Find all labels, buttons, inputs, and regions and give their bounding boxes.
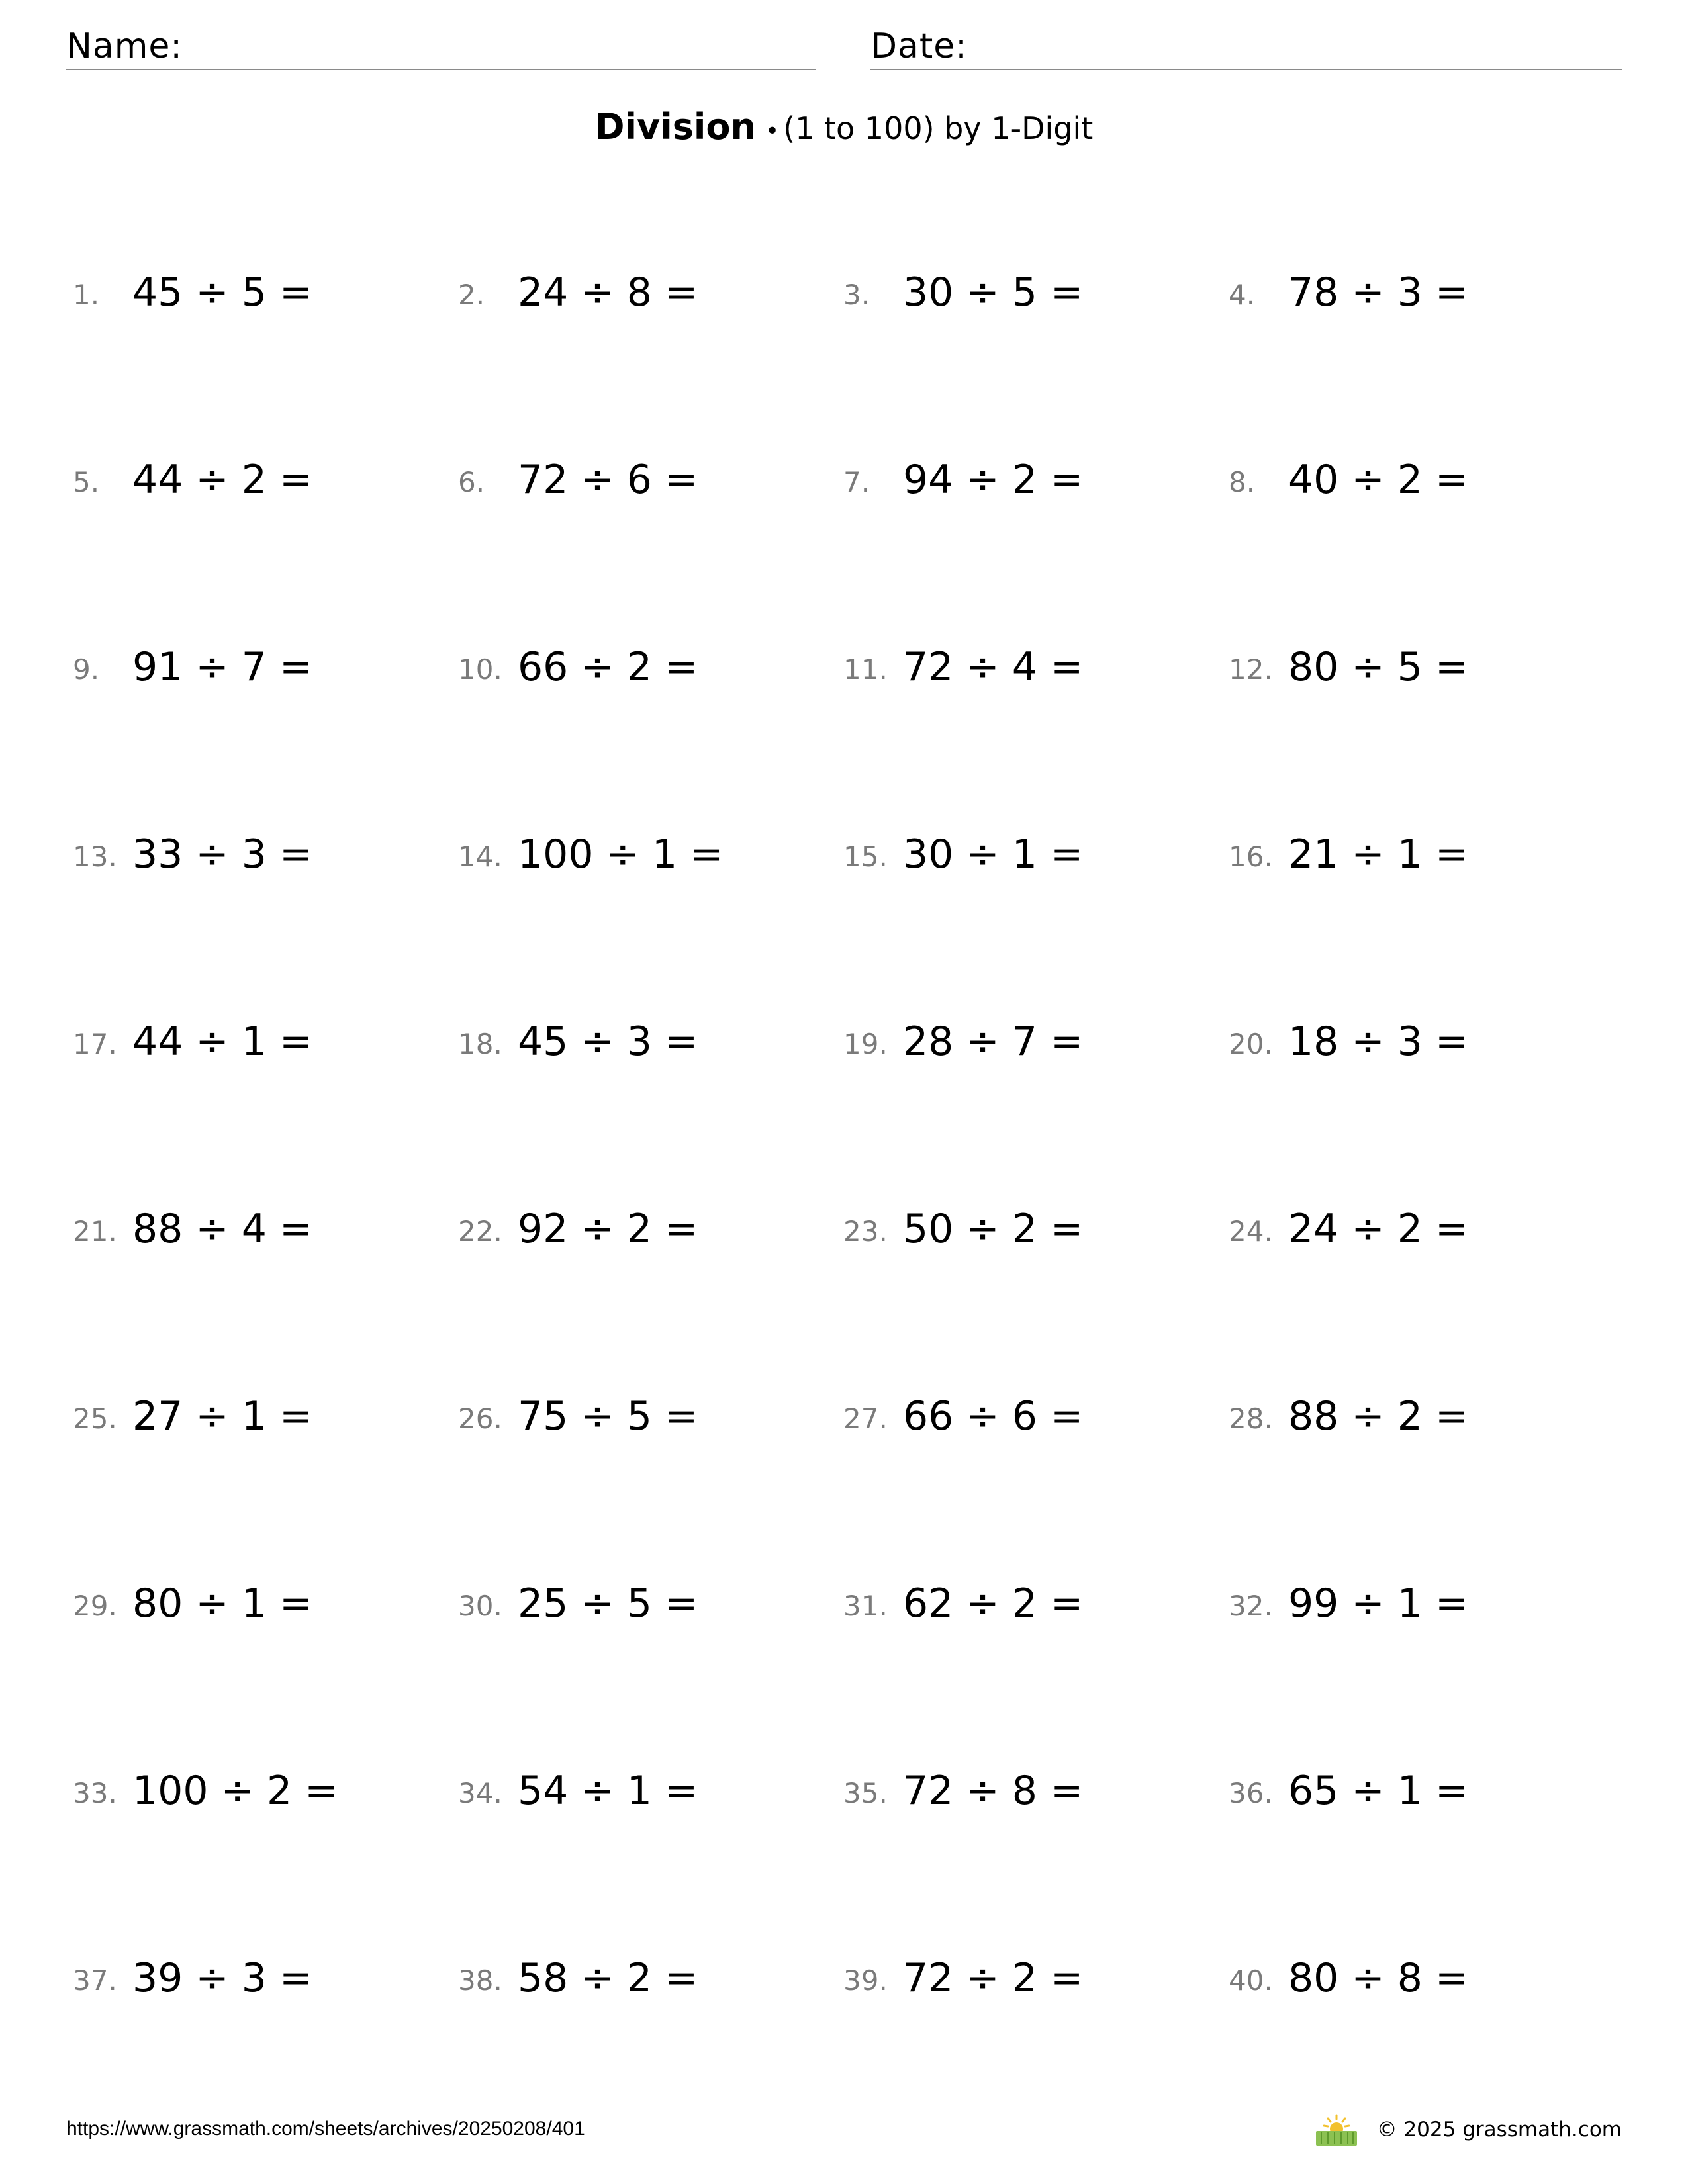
problem-number: 11. xyxy=(843,653,888,686)
problem-expression: 72 ÷ 2 = xyxy=(903,1955,1084,2001)
problem-item xyxy=(1229,1572,1599,1639)
problem-item xyxy=(458,636,829,702)
problem-item xyxy=(843,449,1214,515)
problem-number: 33. xyxy=(73,1777,117,1809)
problem-expression: 54 ÷ 1 = xyxy=(518,1768,698,1814)
problem-expression: 66 ÷ 2 = xyxy=(518,644,698,690)
problem-expression: 72 ÷ 6 = xyxy=(518,457,698,503)
problem-number: 38. xyxy=(458,1964,502,1997)
problem-item xyxy=(843,1572,1214,1639)
title-subtitle: (1 to 100) by 1-Digit xyxy=(783,111,1094,146)
problem-number: 19. xyxy=(843,1028,888,1060)
problem-item xyxy=(73,1198,444,1264)
problem-item xyxy=(843,261,1214,328)
problem-expression: 30 ÷ 1 = xyxy=(903,831,1084,878)
problem-expression: 44 ÷ 1 = xyxy=(132,1019,313,1065)
problem-number: 6. xyxy=(458,466,485,498)
problem-item xyxy=(843,1198,1214,1264)
problem-item xyxy=(1229,449,1599,515)
problem-number: 9. xyxy=(73,653,100,686)
problem-expression: 30 ÷ 5 = xyxy=(903,269,1084,316)
problem-number: 13. xyxy=(73,841,117,873)
problem-expression: 78 ÷ 3 = xyxy=(1288,269,1469,316)
problem-number: 34. xyxy=(458,1777,502,1809)
problem-item xyxy=(1229,823,1599,889)
problem-expression: 45 ÷ 3 = xyxy=(518,1019,698,1065)
problem-number: 24. xyxy=(1229,1215,1273,1248)
problem-number: 27. xyxy=(843,1402,888,1435)
problem-item xyxy=(843,1760,1214,1826)
problem-expression: 28 ÷ 7 = xyxy=(903,1019,1084,1065)
problem-number: 28. xyxy=(1229,1402,1273,1435)
problem-item xyxy=(73,1760,444,1826)
problem-number: 21. xyxy=(73,1215,117,1248)
date-field[interactable] xyxy=(870,24,1622,70)
footer-copyright: © 2025 grassmath.com xyxy=(1376,2118,1622,2142)
problem-expression: 24 ÷ 8 = xyxy=(518,269,698,316)
problem-expression: 88 ÷ 2 = xyxy=(1288,1393,1469,1439)
footer-url: https://www.grassmath.com/sheets/archives/20250208/401 xyxy=(66,2118,585,2140)
problem-item xyxy=(843,636,1214,702)
problem-number: 5. xyxy=(73,466,100,498)
problem-item xyxy=(843,1947,1214,2013)
problem-expression: 80 ÷ 5 = xyxy=(1288,644,1469,690)
problem-number: 1. xyxy=(73,279,100,311)
problem-expression: 45 ÷ 5 = xyxy=(132,269,313,316)
problem-expression: 58 ÷ 2 = xyxy=(518,1955,698,2001)
problem-expression: 65 ÷ 1 = xyxy=(1288,1768,1469,1814)
title-separator: • xyxy=(765,118,780,145)
problem-expression: 21 ÷ 1 = xyxy=(1288,831,1469,878)
problem-item xyxy=(458,1198,829,1264)
problem-item xyxy=(73,1947,444,2013)
problem-number: 20. xyxy=(1229,1028,1273,1060)
name-label: Name: xyxy=(66,26,183,66)
name-field[interactable] xyxy=(66,24,816,70)
problem-expression: 72 ÷ 8 = xyxy=(903,1768,1084,1814)
problem-item xyxy=(458,1011,829,1077)
problem-expression: 62 ÷ 2 = xyxy=(903,1580,1084,1627)
problem-expression: 80 ÷ 1 = xyxy=(132,1580,313,1627)
grass-sun-logo-icon xyxy=(1313,2113,1360,2147)
problem-number: 40. xyxy=(1229,1964,1273,1997)
problem-number: 4. xyxy=(1229,279,1256,311)
problem-expression: 75 ÷ 5 = xyxy=(518,1393,698,1439)
problem-item xyxy=(843,1011,1214,1077)
problem-number: 22. xyxy=(458,1215,502,1248)
problem-item xyxy=(843,823,1214,889)
problem-expression: 40 ÷ 2 = xyxy=(1288,457,1469,503)
problem-number: 37. xyxy=(73,1964,117,1997)
problem-expression: 100 ÷ 1 = xyxy=(518,831,724,878)
problem-number: 8. xyxy=(1229,466,1256,498)
problem-item xyxy=(73,449,444,515)
problem-expression: 72 ÷ 4 = xyxy=(903,644,1084,690)
worksheet-title xyxy=(0,106,1688,148)
problem-item xyxy=(1229,1011,1599,1077)
problem-expression: 66 ÷ 6 = xyxy=(903,1393,1084,1439)
problem-item xyxy=(73,636,444,702)
date-label: Date: xyxy=(870,26,968,66)
problem-item xyxy=(1229,636,1599,702)
problem-number: 39. xyxy=(843,1964,888,1997)
problem-number: 12. xyxy=(1229,653,1273,686)
problem-number: 16. xyxy=(1229,841,1273,873)
problem-number: 30. xyxy=(458,1590,502,1622)
problem-expression: 92 ÷ 2 = xyxy=(518,1206,698,1252)
problem-expression: 18 ÷ 3 = xyxy=(1288,1019,1469,1065)
problem-number: 29. xyxy=(73,1590,117,1622)
problem-number: 32. xyxy=(1229,1590,1273,1622)
problem-expression: 25 ÷ 5 = xyxy=(518,1580,698,1627)
problem-number: 31. xyxy=(843,1590,888,1622)
problem-item xyxy=(458,1947,829,2013)
title-main: Division xyxy=(594,106,756,148)
problem-item xyxy=(458,1572,829,1639)
problem-item xyxy=(73,823,444,889)
problem-item xyxy=(73,1011,444,1077)
problem-expression: 50 ÷ 2 = xyxy=(903,1206,1084,1252)
problem-number: 2. xyxy=(458,279,485,311)
problem-number: 14. xyxy=(458,841,502,873)
problem-number: 10. xyxy=(458,653,502,686)
problem-expression: 99 ÷ 1 = xyxy=(1288,1580,1469,1627)
problem-item xyxy=(73,261,444,328)
problem-expression: 44 ÷ 2 = xyxy=(132,457,313,503)
problem-expression: 27 ÷ 1 = xyxy=(132,1393,313,1439)
problem-number: 35. xyxy=(843,1777,888,1809)
problem-item xyxy=(73,1385,444,1451)
problem-expression: 94 ÷ 2 = xyxy=(903,457,1084,503)
problem-number: 23. xyxy=(843,1215,888,1248)
problem-number: 18. xyxy=(458,1028,502,1060)
problem-expression: 33 ÷ 3 = xyxy=(132,831,313,878)
problem-number: 7. xyxy=(843,466,870,498)
problem-expression: 80 ÷ 8 = xyxy=(1288,1955,1469,2001)
problem-item xyxy=(1229,261,1599,328)
problem-item xyxy=(458,1760,829,1826)
problem-item xyxy=(1229,1198,1599,1264)
problem-number: 15. xyxy=(843,841,888,873)
footer-branding xyxy=(1313,2110,1622,2150)
problem-number: 26. xyxy=(458,1402,502,1435)
problem-item xyxy=(458,261,829,328)
problem-item xyxy=(1229,1385,1599,1451)
problem-expression: 88 ÷ 4 = xyxy=(132,1206,313,1252)
problem-item xyxy=(458,1385,829,1451)
problem-number: 36. xyxy=(1229,1777,1273,1809)
problem-item xyxy=(843,1385,1214,1451)
problem-item xyxy=(458,449,829,515)
problem-expression: 91 ÷ 7 = xyxy=(132,644,313,690)
problem-item xyxy=(458,823,829,889)
problem-item xyxy=(73,1572,444,1639)
problem-item xyxy=(1229,1947,1599,2013)
problem-number: 25. xyxy=(73,1402,117,1435)
problem-expression: 24 ÷ 2 = xyxy=(1288,1206,1469,1252)
problem-expression: 39 ÷ 3 = xyxy=(132,1955,313,2001)
problem-number: 17. xyxy=(73,1028,117,1060)
problem-item xyxy=(1229,1760,1599,1826)
problem-number: 3. xyxy=(843,279,870,311)
problem-expression: 100 ÷ 2 = xyxy=(132,1768,338,1814)
